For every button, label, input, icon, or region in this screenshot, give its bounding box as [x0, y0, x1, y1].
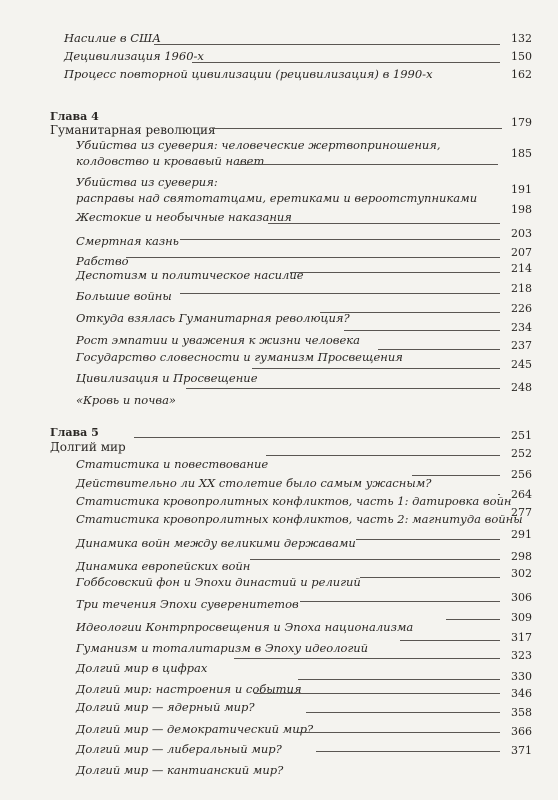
toc-entry [0, 528, 558, 556]
toc-entry-title: Динамика европейских войн [76, 559, 251, 573]
leader-line [306, 712, 500, 713]
toc-entry [0, 649, 558, 681]
chapter-page: 251 [511, 429, 532, 442]
toc-entry [0, 174, 558, 210]
toc-entry [0, 262, 558, 288]
toc-entry-title: Насилие в США [64, 31, 161, 45]
toc-entry [0, 506, 558, 532]
toc-entry-page: 150 [511, 50, 532, 63]
toc-entry-page: 256 [511, 468, 532, 481]
toc-entry [0, 670, 558, 702]
chapter-label-text: Глава 4 [50, 110, 99, 123]
leader-line [126, 257, 500, 258]
toc-entry-page: 371 [511, 744, 532, 757]
toc-entry-title: Идеологии Контрпросвещения и Эпоха национализма [76, 620, 414, 634]
leader-line [192, 62, 500, 63]
leader-line [498, 494, 500, 495]
leader-line [360, 577, 500, 578]
chapter-page: 179 [511, 116, 532, 129]
chapter-title: Гуманитарная революция [50, 123, 216, 137]
leader-line [412, 475, 500, 476]
leader-line [154, 44, 500, 45]
toc-entry-page: 366 [511, 725, 532, 738]
leader-line [134, 437, 500, 438]
toc-entry-page: 198 [511, 203, 532, 216]
toc-entry-page: 264 [511, 488, 532, 501]
toc-entry-title: Три течения Эпохи суверенитетов [76, 597, 299, 611]
toc-entry-title: Долгий мир — кантианский мир? [76, 763, 284, 777]
toc-entry-page: 309 [511, 611, 532, 624]
toc-entry-title: Смертная казнь [76, 234, 179, 248]
leader-line [250, 559, 500, 560]
leader-line [268, 223, 500, 224]
leader-line [236, 164, 498, 165]
toc-entry-page: 248 [511, 381, 532, 394]
toc-entry-title: Статистика и повествование [76, 457, 269, 471]
leader-line [400, 640, 500, 641]
leader-line [212, 128, 502, 129]
toc-entry-title: Долгий мир — либеральный мир? [76, 742, 282, 756]
toc-entry-title: Цивилизация и Просвещение [76, 371, 258, 385]
toc-entry-title: Динамика войн между великими державами [76, 536, 356, 550]
leader-line [378, 349, 500, 350]
toc-entry [0, 488, 558, 514]
leader-line [234, 658, 500, 659]
toc-entry-page: 185 [511, 147, 532, 160]
chapter-title: Долгий мир [50, 440, 126, 454]
toc-entry [0, 381, 558, 413]
leader-line [186, 388, 500, 389]
leader-line [266, 455, 500, 456]
toc-entry-page: 302 [511, 567, 532, 580]
toc-entry-page: 245 [511, 358, 532, 371]
leader-line [298, 732, 500, 733]
toc-entry [0, 282, 558, 309]
toc-entry-title: Гоббсовский фон и Эпохи династий и религий [76, 575, 361, 589]
toc-entry-page: 346 [511, 687, 532, 700]
toc-entry-title-line2: колдовство и кровавый навет [76, 154, 265, 168]
toc-entry-title: Процесс повторной цивилизации (рецивилизация) в 1990-х [64, 67, 433, 81]
leader-line [290, 272, 500, 273]
toc-entry-page: 306 [511, 591, 532, 604]
toc-entry-page: 358 [511, 706, 532, 719]
toc-entry [0, 567, 558, 595]
toc-entry-page: 317 [511, 631, 532, 644]
toc-entry-page: 226 [511, 302, 532, 315]
toc-entry-page: 277 [511, 506, 532, 519]
toc-entry-title-line2: расправы над святотатцами, еретиками и вероотступниками [76, 191, 478, 205]
toc-entry-page: 191 [511, 183, 532, 196]
toc-entry-title: Гуманизм и тоталитаризм в Эпоху идеологий [76, 641, 369, 655]
toc-entry-page: 323 [511, 649, 532, 662]
toc-entry-title: Действительно ли XX столетие было самым ужасным? [76, 476, 432, 490]
toc-entry-title: Долгий мир — ядерный мир? [76, 700, 255, 714]
toc-entry [0, 49, 558, 69]
leader-line [180, 239, 500, 240]
toc-entry-page: 252 [511, 447, 532, 460]
leader-line [254, 693, 500, 694]
toc-entry [0, 611, 558, 640]
toc-entry-title: Государство словесности и гуманизм Просвещения [76, 350, 403, 364]
toc-entry [0, 302, 558, 331]
leader-line [356, 539, 500, 540]
toc-entry-page: 234 [511, 321, 532, 334]
leader-line [320, 312, 500, 313]
toc-entry-title: «Кровь и почва» [76, 393, 176, 407]
toc-entry-title: Децивилизация 1960-х [64, 49, 204, 63]
toc-entry [0, 203, 558, 230]
toc-entry-page: 203 [511, 227, 532, 240]
toc-entry-page: 330 [511, 670, 532, 683]
leader-line [180, 293, 500, 294]
toc-entry-title: Откуда взялась Гуманитарная революция? [76, 311, 350, 325]
toc-entry-title: Рабство [76, 254, 129, 268]
toc-entry-page: 214 [511, 262, 532, 275]
toc-entry-page: 237 [511, 339, 532, 352]
toc-entry-title: Статистика кровопролитных конфликтов, часть 1: датировка войн [76, 494, 512, 508]
toc-entry [0, 31, 558, 51]
leader-line [344, 330, 500, 331]
toc-entry-title: Долгий мир — демократический мир? [76, 722, 314, 736]
toc-entry-page: 162 [511, 68, 532, 81]
toc-entry-title: Долгий мир в цифрах [76, 661, 208, 675]
toc-entry-title: Жестокие и необычные наказания [76, 210, 292, 224]
leader-line [446, 619, 500, 620]
leader-line [298, 679, 500, 680]
toc-entry-title: Большие войны [76, 289, 172, 303]
toc-entry-page: 291 [511, 528, 532, 541]
chapter-label-text: Глава 5 [50, 426, 99, 439]
toc-entry [0, 137, 558, 173]
toc-entry-title: Деспотизм и политическое насилие [76, 268, 304, 282]
leader-line [300, 601, 500, 602]
toc-entry-page: 298 [511, 550, 532, 563]
toc-entry [0, 67, 558, 87]
leader-line [316, 751, 500, 752]
toc-entry-title: Статистика кровопролитных конфликтов, часть 2: магнитуда войны [76, 512, 523, 526]
toc-entry-title: Рост эмпатии и уважения к жизни человека [76, 333, 361, 347]
toc-entry-title-line1: Убийства из суеверия: [76, 175, 218, 189]
leader-line [252, 368, 500, 369]
toc-entry-title-line1: Убийства из суеверия: человеческие жертвоприношения, [76, 138, 441, 152]
toc-entry-page: 218 [511, 282, 532, 295]
toc-entry [0, 591, 558, 617]
toc-entry-title: Долгий мир: настроения и события [76, 682, 302, 696]
toc-entry [0, 227, 558, 254]
toc-entry-page: 132 [511, 32, 532, 45]
toc-entry [0, 468, 558, 496]
toc-entry-page: 207 [511, 246, 532, 259]
